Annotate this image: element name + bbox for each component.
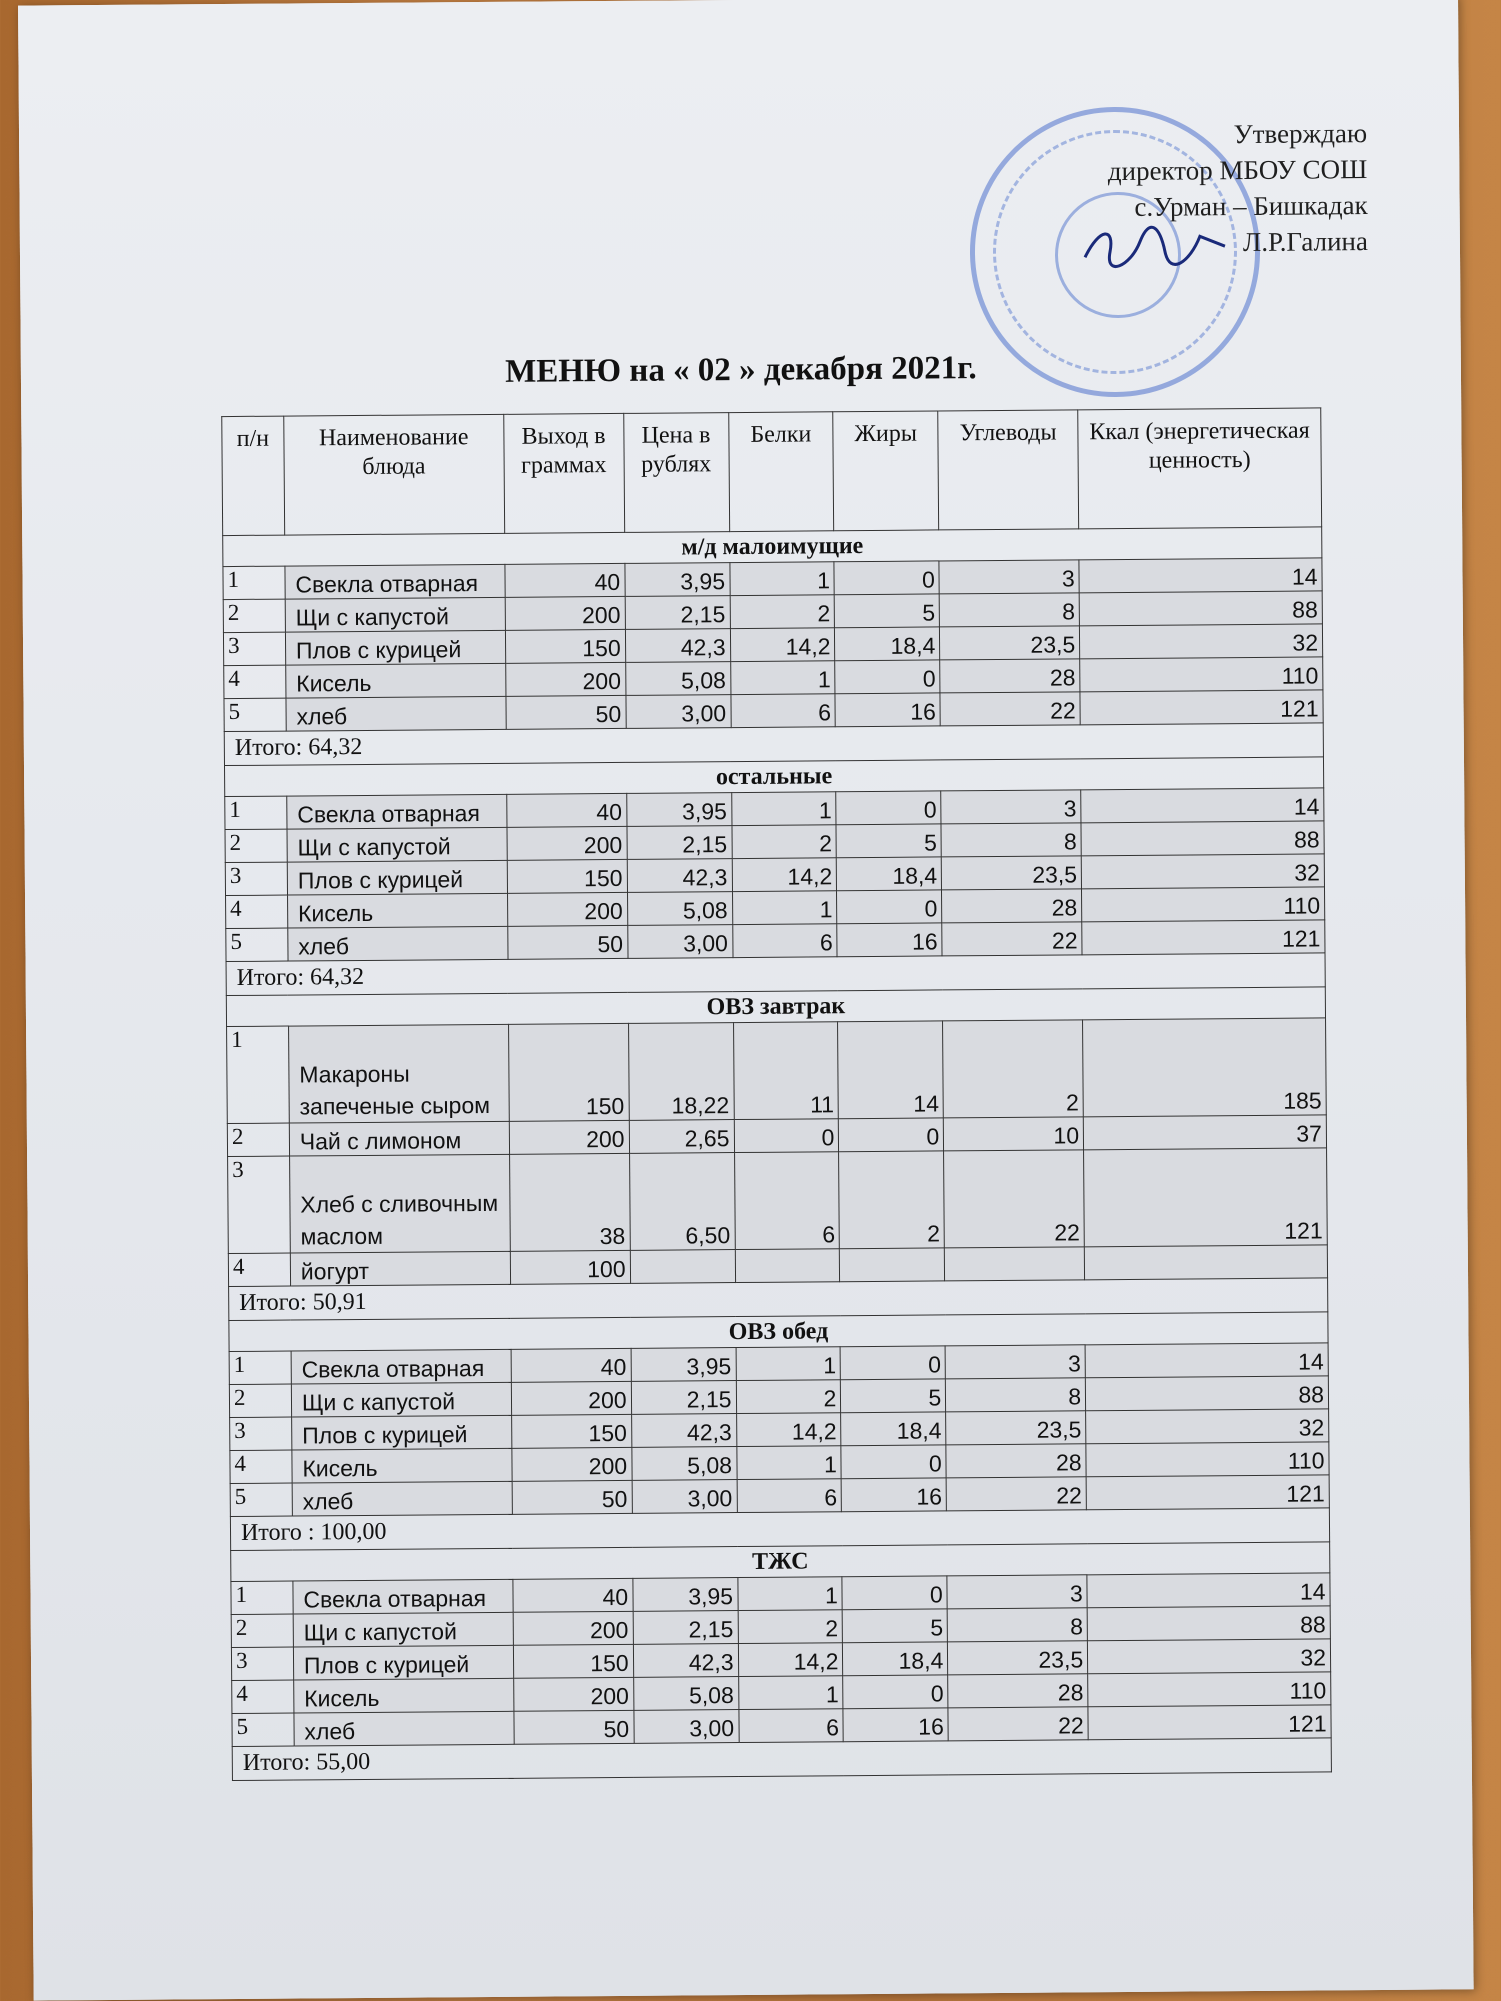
value-cell: 1 xyxy=(737,1577,842,1611)
value-cell: 23,5 xyxy=(940,626,1080,660)
row-number-cell: 3 xyxy=(225,862,287,895)
value-cell: 0 xyxy=(843,1675,948,1709)
dish-name-cell: хлеб xyxy=(288,926,508,961)
approval-line: директор МБОУ СОШ xyxy=(1107,154,1368,187)
dish-name-cell: Свекла отварная xyxy=(291,1349,511,1384)
column-header: Углеводы xyxy=(938,410,1079,530)
value-cell: 2 xyxy=(839,1151,945,1249)
dish-name-cell: Щи с капустой xyxy=(293,1612,513,1647)
column-header: Ккал (энергетическая ценность) xyxy=(1078,408,1322,529)
value-cell: 32 xyxy=(1086,1409,1329,1444)
value-cell: 100 xyxy=(510,1250,630,1284)
dish-name-cell: Кисель xyxy=(292,1448,512,1483)
value-cell: 8 xyxy=(941,823,1081,857)
value-cell: 28 xyxy=(942,889,1082,923)
dish-name-cell: Щи с капустой xyxy=(287,827,507,862)
value-cell xyxy=(1084,1245,1327,1280)
value-cell: 88 xyxy=(1079,591,1322,626)
value-cell: 3,95 xyxy=(631,1348,736,1382)
value-cell: 50 xyxy=(507,925,627,959)
row-number-cell: 1 xyxy=(231,1581,293,1614)
value-cell: 32 xyxy=(1081,854,1324,889)
value-cell: 1 xyxy=(731,792,836,826)
row-number-cell: 5 xyxy=(230,1483,292,1516)
column-header: Наименование блюда xyxy=(284,414,505,535)
value-cell: 22 xyxy=(940,692,1080,726)
value-cell: 0 xyxy=(839,1118,944,1152)
value-cell: 3,95 xyxy=(626,793,731,827)
dish-name-cell: Плов с курицей xyxy=(285,630,505,665)
value-cell: 150 xyxy=(511,1414,631,1448)
row-number-cell: 2 xyxy=(229,1384,291,1417)
row-number-cell: 5 xyxy=(232,1713,294,1746)
value-cell: 22 xyxy=(948,1707,1088,1741)
row-number-cell: 3 xyxy=(228,1156,291,1253)
value-cell: 18,22 xyxy=(628,1023,734,1121)
value-cell: 0 xyxy=(837,890,942,924)
value-cell: 2 xyxy=(731,825,836,859)
value-cell: 16 xyxy=(841,1478,946,1512)
value-cell: 1 xyxy=(736,1347,841,1381)
value-cell: 5,08 xyxy=(627,892,732,926)
value-cell: 5 xyxy=(843,1609,948,1643)
value-cell: 88 xyxy=(1085,1376,1328,1411)
section-title: ТЖС xyxy=(231,1542,1330,1582)
value-cell: 1 xyxy=(730,661,835,695)
value-cell: 200 xyxy=(513,1611,633,1645)
value-cell: 40 xyxy=(511,1348,631,1382)
section-title: ОВЗ завтрак xyxy=(226,987,1325,1027)
dish-name-cell: хлеб xyxy=(286,696,506,731)
row-number-cell: 2 xyxy=(227,1123,289,1156)
value-cell: 1 xyxy=(732,891,837,925)
column-header: Жиры xyxy=(833,411,939,531)
value-cell: 23,5 xyxy=(942,856,1082,890)
approval-block xyxy=(1107,115,1368,261)
dish-name-cell: Плов с курицей xyxy=(287,860,507,895)
row-number-cell: 1 xyxy=(229,1351,291,1384)
value-cell: 6 xyxy=(732,924,837,958)
value-cell xyxy=(735,1249,840,1283)
value-cell: 38 xyxy=(509,1153,630,1251)
approval-line: Утверждаю xyxy=(1233,118,1368,150)
value-cell: 5 xyxy=(836,824,941,858)
row-number-cell: 2 xyxy=(231,1614,293,1647)
value-cell: 0 xyxy=(836,791,941,825)
value-cell: 22 xyxy=(946,1477,1086,1511)
dish-name-cell: Щи с капустой xyxy=(285,597,505,632)
value-cell: 3,00 xyxy=(627,925,732,959)
value-cell: 200 xyxy=(509,1120,629,1154)
value-cell: 14 xyxy=(1081,788,1324,823)
row-number-cell: 5 xyxy=(226,928,288,961)
dish-name-cell: Щи с капустой xyxy=(291,1382,511,1417)
value-cell: 200 xyxy=(505,662,625,696)
dish-name-cell: хлеб xyxy=(294,1711,514,1746)
table-header-row xyxy=(222,408,1322,536)
approval-line: с.Урман – Бишкадак xyxy=(1134,190,1368,222)
value-cell: 22 xyxy=(942,922,1082,956)
value-cell xyxy=(630,1250,735,1284)
value-cell: 110 xyxy=(1086,1442,1329,1477)
row-number-cell: 1 xyxy=(225,796,287,829)
value-cell: 3,95 xyxy=(625,563,730,597)
value-cell: 6 xyxy=(730,694,835,728)
value-cell: 3 xyxy=(939,560,1079,594)
approval-line: Л.Р.Галина xyxy=(1242,226,1369,258)
dish-name-cell: Плов с курицей xyxy=(292,1415,512,1450)
value-cell: 32 xyxy=(1088,1639,1331,1674)
value-cell: 150 xyxy=(507,859,627,893)
value-cell: 200 xyxy=(513,1677,633,1711)
value-cell: 16 xyxy=(843,1708,948,1742)
value-cell: 11 xyxy=(733,1022,839,1120)
value-cell: 110 xyxy=(1088,1672,1331,1707)
value-cell: 8 xyxy=(947,1608,1087,1642)
value-cell: 14,2 xyxy=(732,858,837,892)
value-cell: 18,4 xyxy=(837,857,942,891)
value-cell: 23,5 xyxy=(948,1641,1088,1675)
value-cell: 150 xyxy=(505,629,625,663)
value-cell: 5 xyxy=(835,594,940,628)
section-title: м/д малоимущие xyxy=(223,527,1322,567)
section-total-row xyxy=(232,1738,1331,1781)
row-number-cell: 1 xyxy=(227,1026,290,1123)
value-cell: 18,4 xyxy=(841,1412,946,1446)
column-header: Выход в граммах xyxy=(503,413,624,533)
row-number-cell: 2 xyxy=(225,829,287,862)
value-cell: 50 xyxy=(514,1710,634,1744)
value-cell: 3,00 xyxy=(632,1480,737,1514)
row-number-cell: 1 xyxy=(223,566,285,599)
value-cell: 2,15 xyxy=(627,826,732,860)
dish-name-cell: Свекла отварная xyxy=(285,564,505,599)
value-cell: 8 xyxy=(939,593,1079,627)
value-cell: 121 xyxy=(1082,920,1325,955)
row-number-cell: 4 xyxy=(224,665,286,698)
value-cell: 6 xyxy=(738,1709,843,1743)
value-cell: 18,4 xyxy=(843,1642,948,1676)
row-number-cell: 4 xyxy=(228,1253,290,1286)
value-cell: 200 xyxy=(505,596,625,630)
value-cell: 2 xyxy=(736,1380,841,1414)
value-cell: 28 xyxy=(946,1444,1086,1478)
value-cell xyxy=(945,1247,1085,1281)
value-cell: 0 xyxy=(840,1346,945,1380)
value-cell: 5,08 xyxy=(625,662,730,696)
value-cell: 14,2 xyxy=(730,628,835,662)
value-cell: 14 xyxy=(1087,1573,1330,1608)
value-cell: 14,2 xyxy=(738,1643,843,1677)
row-number-cell: 2 xyxy=(223,599,285,632)
dish-name-cell: Кисель xyxy=(286,663,506,698)
value-cell: 2,15 xyxy=(633,1611,738,1645)
value-cell: 42,3 xyxy=(631,1414,736,1448)
value-cell: 200 xyxy=(512,1447,632,1481)
value-cell: 40 xyxy=(505,563,625,597)
value-cell: 185 xyxy=(1083,1018,1327,1117)
menu-table-body xyxy=(223,527,1332,1781)
value-cell: 40 xyxy=(506,793,626,827)
column-header: п/н xyxy=(222,416,285,535)
dish-name-cell: Макароны запеченые сыром xyxy=(288,1024,509,1123)
value-cell: 2,15 xyxy=(631,1381,736,1415)
value-cell: 3 xyxy=(945,1345,1085,1379)
value-cell: 28 xyxy=(940,659,1080,693)
value-cell xyxy=(840,1248,945,1282)
row-number-cell: 4 xyxy=(230,1450,292,1483)
value-cell: 0 xyxy=(835,660,940,694)
value-cell: 5,08 xyxy=(631,1447,736,1481)
value-cell: 40 xyxy=(513,1578,633,1612)
dish-name-cell: хлеб xyxy=(292,1481,512,1516)
section-title: остальные xyxy=(224,757,1323,797)
value-cell: 5,08 xyxy=(633,1677,738,1711)
value-cell: 110 xyxy=(1082,887,1325,922)
value-cell: 42,3 xyxy=(625,629,730,663)
section-total: Итого: 55,00 xyxy=(232,1738,1331,1781)
value-cell: 18,4 xyxy=(835,627,940,661)
section-total: Итого: 50,91 xyxy=(229,1278,1328,1321)
value-cell: 150 xyxy=(513,1644,633,1678)
table-row xyxy=(227,1018,1327,1124)
value-cell: 32 xyxy=(1080,624,1323,659)
section-title: ОВЗ обед xyxy=(229,1312,1328,1352)
value-cell: 121 xyxy=(1084,1148,1328,1247)
column-header: Цена в рублях xyxy=(623,413,729,533)
value-cell: 1 xyxy=(729,562,834,596)
value-cell: 2,65 xyxy=(629,1120,734,1154)
dish-name-cell: Кисель xyxy=(287,893,507,928)
value-cell: 3,00 xyxy=(626,695,731,729)
dish-name-cell: Свекла отварная xyxy=(293,1579,513,1614)
value-cell: 2 xyxy=(730,595,835,629)
value-cell: 0 xyxy=(834,561,939,595)
value-cell: 50 xyxy=(506,695,626,729)
dish-name-cell: Кисель xyxy=(294,1678,514,1713)
value-cell: 88 xyxy=(1081,821,1324,856)
column-header: Белки xyxy=(728,412,834,532)
value-cell: 2,15 xyxy=(625,596,730,630)
value-cell: 16 xyxy=(837,923,942,957)
value-cell: 14 xyxy=(1085,1343,1328,1378)
menu-sheet xyxy=(18,0,1474,2001)
value-cell: 5 xyxy=(841,1379,946,1413)
row-number-cell: 3 xyxy=(230,1417,292,1450)
section-total: Итого : 100,00 xyxy=(230,1508,1329,1551)
value-cell: 37 xyxy=(1083,1115,1326,1150)
value-cell: 2 xyxy=(738,1610,843,1644)
value-cell: 50 xyxy=(512,1480,632,1514)
value-cell: 3,95 xyxy=(632,1578,737,1612)
value-cell: 121 xyxy=(1080,690,1323,725)
value-cell: 0 xyxy=(842,1576,947,1610)
dish-name-cell: Хлеб с сливочным маслом xyxy=(289,1154,510,1253)
row-number-cell: 4 xyxy=(232,1680,294,1713)
table-row xyxy=(228,1148,1328,1254)
value-cell: 14 xyxy=(1079,558,1322,593)
value-cell: 200 xyxy=(507,892,627,926)
value-cell: 23,5 xyxy=(946,1411,1086,1445)
section-total: Итого: 64,32 xyxy=(226,953,1325,996)
value-cell: 121 xyxy=(1088,1705,1331,1740)
row-number-cell: 5 xyxy=(224,698,286,731)
value-cell: 28 xyxy=(948,1674,1088,1708)
value-cell: 16 xyxy=(835,693,940,727)
row-number-cell: 3 xyxy=(231,1647,293,1680)
dish-name-cell: Чай с лимоном xyxy=(289,1121,509,1156)
value-cell: 14 xyxy=(838,1021,944,1119)
dish-name-cell: Свекла отварная xyxy=(287,794,507,829)
value-cell: 6 xyxy=(734,1152,840,1250)
value-cell: 2 xyxy=(943,1020,1084,1118)
row-number-cell: 3 xyxy=(223,632,285,665)
value-cell: 1 xyxy=(736,1446,841,1480)
dish-name-cell: Плов с курицей xyxy=(293,1645,513,1680)
value-cell: 8 xyxy=(946,1378,1086,1412)
value-cell: 3 xyxy=(941,790,1081,824)
value-cell: 3 xyxy=(947,1575,1087,1609)
row-number-cell: 4 xyxy=(226,895,288,928)
value-cell: 42,3 xyxy=(627,859,732,893)
value-cell: 0 xyxy=(734,1119,839,1153)
value-cell: 121 xyxy=(1086,1475,1329,1510)
value-cell: 150 xyxy=(508,1023,629,1121)
value-cell: 14,2 xyxy=(736,1413,841,1447)
page-title: МЕНЮ на « 02 » декабря 2021г. xyxy=(504,350,977,390)
value-cell: 3,00 xyxy=(634,1710,739,1744)
value-cell: 88 xyxy=(1087,1606,1330,1641)
value-cell: 0 xyxy=(841,1445,946,1479)
value-cell: 6 xyxy=(737,1479,842,1513)
section-total: Итого: 64,32 xyxy=(224,723,1323,766)
value-cell: 22 xyxy=(944,1150,1085,1248)
menu-table xyxy=(221,407,1332,1781)
value-cell: 200 xyxy=(507,826,627,860)
value-cell: 42,3 xyxy=(633,1644,738,1678)
dish-name-cell: йогурт xyxy=(290,1251,510,1286)
value-cell: 110 xyxy=(1080,657,1323,692)
value-cell: 1 xyxy=(738,1676,843,1710)
value-cell: 200 xyxy=(511,1381,631,1415)
value-cell: 10 xyxy=(944,1117,1084,1151)
value-cell: 6,50 xyxy=(629,1153,735,1251)
